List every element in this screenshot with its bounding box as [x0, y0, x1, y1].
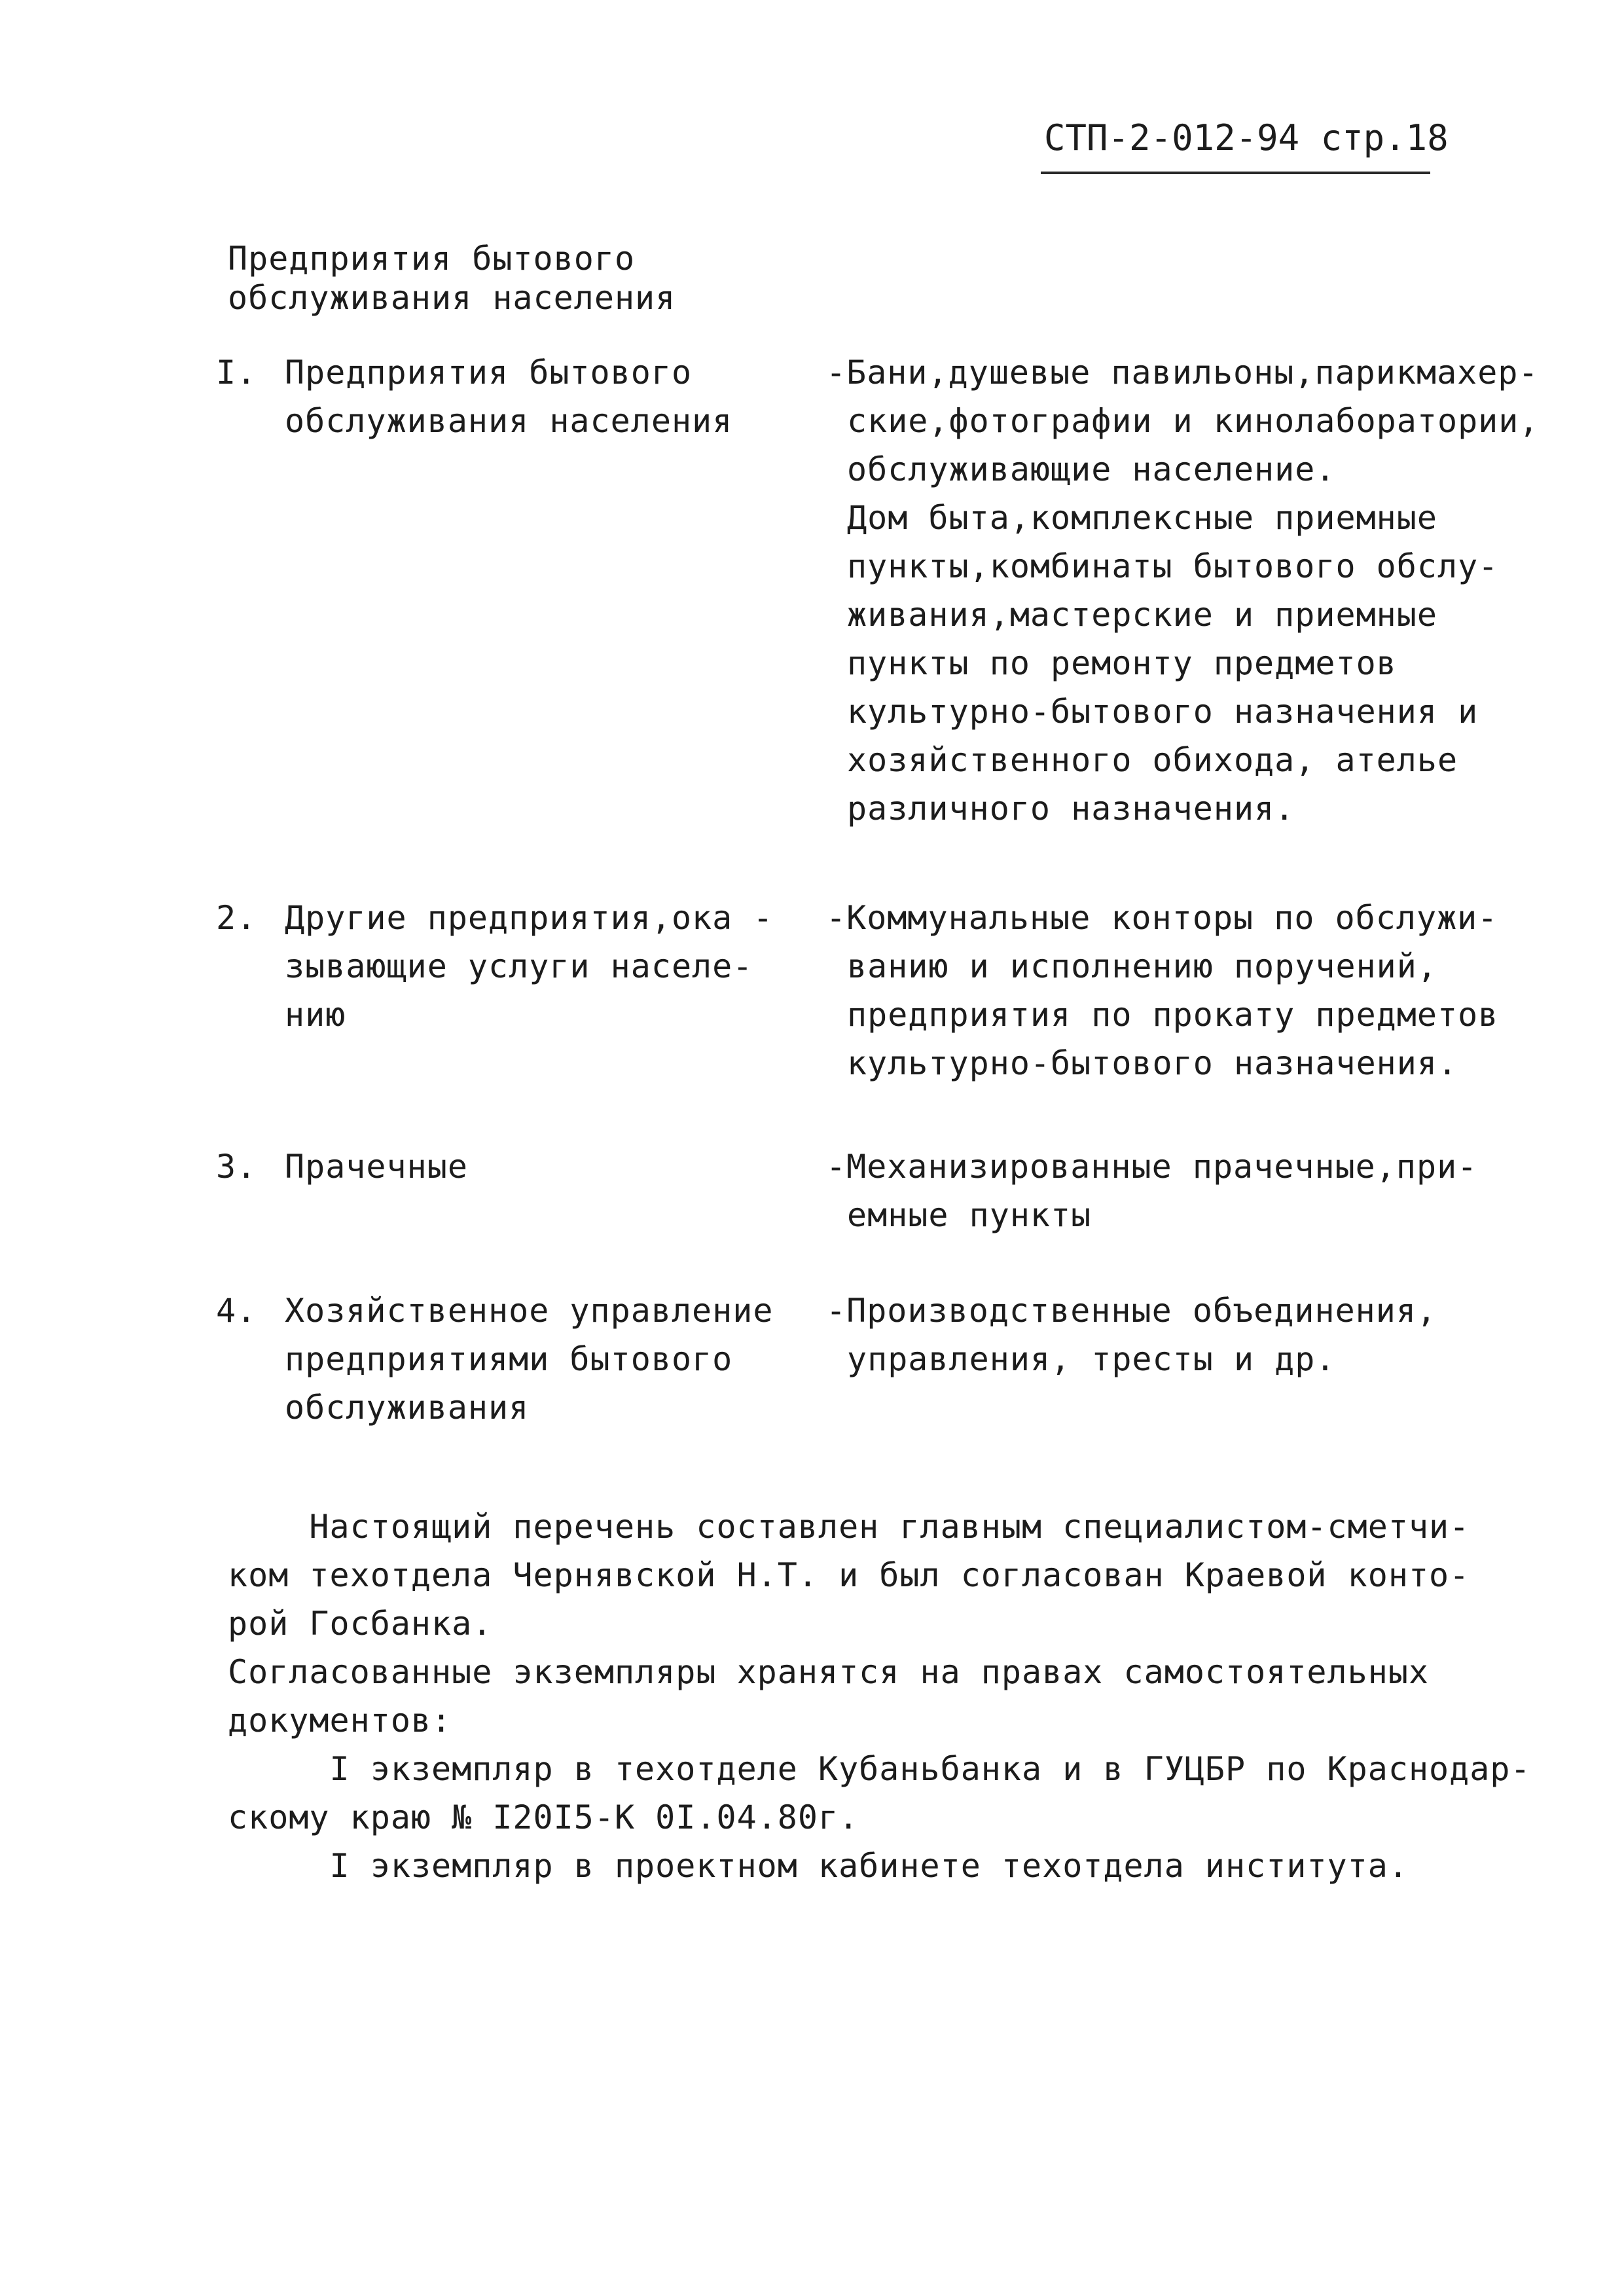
document-code-header: СТП-2-012-94 стр.18	[1044, 117, 1449, 158]
item-category	[285, 1142, 468, 1191]
item-category-line: Прачечные	[285, 1148, 468, 1186]
item-description	[826, 894, 1498, 1087]
item-number: 2.	[216, 899, 257, 937]
item-category-line: Хозяйственное управление	[285, 1292, 774, 1330]
paragraph-line: рой Госбанка.	[228, 1605, 493, 1643]
section-title-line: Предприятия бытового	[228, 240, 636, 278]
section-title	[228, 239, 676, 318]
item-description-line: хозяйственного обихода, ателье	[847, 741, 1458, 779]
paragraph-line: скому краю № I20I5-К 0I.04.80г.	[228, 1798, 859, 1836]
item-category	[285, 1286, 773, 1432]
item-category-line: обслуживания	[285, 1389, 530, 1427]
item-number: 4.	[216, 1292, 257, 1330]
item-description-line: ванию и исполнению поручений,	[847, 947, 1437, 985]
item-description	[826, 1286, 1437, 1383]
item-description-line: культурно-бытового назначения.	[847, 1044, 1458, 1082]
item-category-line: зывающие услуги населе-	[285, 947, 753, 985]
item-category	[285, 894, 773, 1039]
item-description-line: пункты,комбинаты бытового обслу-	[847, 547, 1499, 585]
item-description-line: Дом быта,комплексные приемные	[847, 499, 1437, 537]
item-description	[826, 348, 1540, 833]
item-description-line: пункты по ремонту предметов	[847, 644, 1397, 682]
paragraph-line: I экземпляр в проектном кабинете техотдела института.	[228, 1847, 1409, 1885]
item-number: 3.	[216, 1148, 257, 1186]
item-description-line: -Механизированные прачечные,при-	[826, 1148, 1478, 1186]
item-description-line: культурно-бытового назначения и	[847, 693, 1479, 731]
item-description-line: живания,мастерские и приемные	[847, 596, 1437, 634]
item-category-line: обслуживания населения	[285, 402, 733, 440]
item-number: I.	[216, 354, 257, 392]
item-description-line: -Производственные объединения,	[826, 1292, 1437, 1330]
paragraph-line: I экземпляр в техотделе Кубаньбанка и в ГУЦБР по Краснодар-	[228, 1750, 1531, 1788]
item-description-line: предприятия по прокату предметов	[847, 996, 1499, 1034]
section-title-line: обслуживания населения	[228, 279, 676, 317]
header-underline	[1041, 172, 1430, 174]
item-description-line: -Бани,душевые павильоны,парикмахер-	[826, 354, 1539, 392]
item-description-line: различного назначения.	[847, 790, 1295, 828]
paragraph-line: Согласованные экземпляры хранятся на правах самостоятельных	[228, 1653, 1430, 1691]
item-category-line: Другие предприятия,ока -	[285, 899, 774, 937]
item-description	[826, 1142, 1477, 1239]
item-description-line: управления, тресты и др.	[847, 1340, 1336, 1378]
item-category-line: предприятиями бытового	[285, 1340, 733, 1378]
item-description-line: -Коммунальные конторы по обслужи-	[826, 899, 1498, 937]
paragraph-line: Настоящий перечень составлен главным специалистом-сметчи-	[228, 1508, 1470, 1546]
item-category-line: Предприятия бытового	[285, 354, 693, 392]
item-description-line: емные пункты	[847, 1196, 1092, 1234]
closing-paragraph	[228, 1503, 1531, 1890]
item-description-line: обслуживающие население.	[847, 450, 1336, 488]
item-description-line: ские,фотографии и кинолаборатории,	[847, 402, 1540, 440]
paragraph-line: ком техотдела Чернявской Н.Т. и был согласован Краевой конто-	[228, 1556, 1470, 1594]
item-category	[285, 348, 732, 445]
paragraph-line: документов:	[228, 1702, 452, 1740]
item-category-line: нию	[285, 996, 346, 1034]
